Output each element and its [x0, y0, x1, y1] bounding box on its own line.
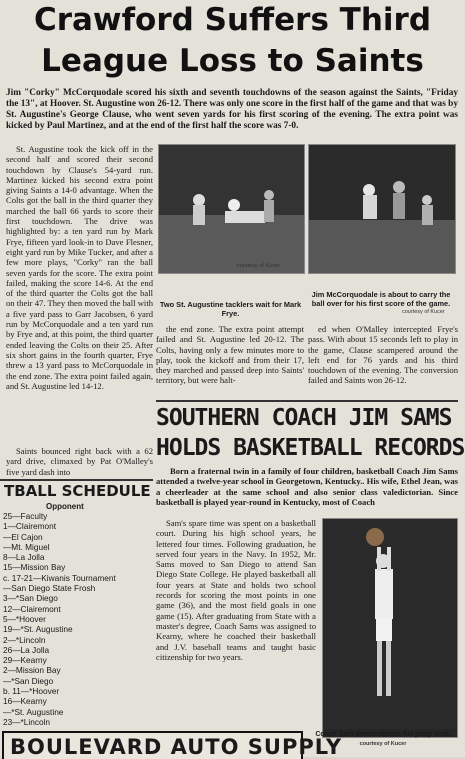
- schedule-divider: [0, 479, 153, 481]
- schedule-item: 2—*Lincoln: [3, 634, 46, 645]
- photo3-courtesy: courtesy of Kucer: [359, 741, 407, 747]
- photo3-caption-text: Coach Sam demonstrates his jump shot.: [315, 731, 451, 738]
- article-column-2: [156, 324, 304, 386]
- schedule-item: —San Diego State Frosh: [3, 583, 96, 594]
- schedule-item: 12—Clairemont: [3, 603, 61, 614]
- schedule-item: 16—Kearny: [3, 696, 47, 707]
- schedule-item: 2—Mission Bay: [3, 665, 61, 676]
- coach-article-column: [156, 518, 316, 662]
- coach-article-lead: Born a fraternal twin in a family of four children, basketball Coach Jim Sams attended a twelve-year school in Georgetown, Kentucky.. His wife, Ethel Jean, was a cheerleader at the same school and also senior class valedictorian. Since basketball is played year-round in Kentucky, most of Coach: [156, 466, 458, 507]
- section-divider: [156, 400, 458, 402]
- schedule-item: —*St. Augustine: [3, 706, 64, 717]
- schedule-item: 3—*San Diego: [3, 593, 58, 604]
- schedule-item: 23—*Lincoln: [3, 716, 51, 727]
- photo2-courtesy: courtesy of Kucer: [402, 309, 445, 315]
- schedule-item: 5—*Hoover: [3, 613, 46, 624]
- photo-tacklers: [158, 144, 305, 274]
- schedule-item: 29—Kearny: [3, 655, 47, 666]
- schedule-subtitle: Opponent: [46, 502, 84, 511]
- advertisement-banner: [2, 731, 343, 759]
- headline-line2: League Loss to Saints: [41, 43, 424, 79]
- schedule-item: 8—La Jolla: [3, 552, 45, 563]
- schedule-list: [3, 511, 153, 727]
- article-column-1-end: [6, 446, 153, 480]
- schedule-item: —Mt. Miguel: [3, 541, 50, 552]
- schedule-item: 26—La Jolla: [3, 644, 50, 655]
- headline-line1: Crawford Suffers Third: [33, 2, 432, 38]
- schedule-item: b. 11—*Hoover: [3, 686, 60, 697]
- article-lead: Jim "Corky" McCorquodale scored his sixth and seventh touchdowns of the season against the Saints, "Friday the 13", at Hoover. St. Augustine won 26-12. There was only one score in the first half of the game and that was by St. Augustine's George Clause, who went seven yards for his first scoring of the evening. The extra point was kicked by Paul Martinez, and at the end of the first half the score was 7-0.: [6, 88, 458, 131]
- coach-article-text: Sam's spare time was spent on a basketball court. During his high school years, he lettered four times. Following graduation, he served four years in the Navy. In 1952, Mr. Sams moved to San Diego to attend San Diego State College. He played basketball all four years at State and holds two school records for scoring the most points in one game (36), and the most field goals in one game (15). After graduating from State with a master's degree, Coach Sams was assigned to Kearny, where he coached their basketball and J.V. baseball teams and taught basic citizenship for two years.: [156, 518, 316, 662]
- column-1-end-text: Saints bounced right back with a 62 yard drive, climaxed by Pat O'Malley's five yard dash into: [6, 446, 153, 477]
- schedule-item: 19—*St. Augustine: [3, 624, 73, 635]
- advertisement-text: BOULEVARD AUTO SUPPLY: [10, 735, 343, 759]
- photo2-caption: Jim McCorquodale is about to carry the ball over for his first score of the game.: [311, 290, 451, 308]
- headline2-line1: SOUTHERN COACH JIM SAMS: [156, 405, 452, 431]
- headline2: [156, 403, 465, 463]
- schedule-item: c. 17-21—Kiwanis Tournament: [3, 572, 116, 583]
- photo-coach-jump-shot: [322, 518, 458, 738]
- football-photos: [156, 144, 456, 322]
- schedule-item: —El Cajon: [3, 531, 43, 542]
- column-3-text: ed when O'Malley intercepted Frye's pass. With about 15 seconds left to play in the game, Clause scampered around the left end for 76 yards and his third touchdown of the evening. The conversion failed and Saints won 26-12.: [308, 324, 458, 386]
- photo1-caption: Two St. Augustine tacklers wait for Mark Frye.: [159, 300, 302, 318]
- article-column-1: [6, 144, 153, 391]
- schedule-item: 1—Clairemont: [3, 521, 57, 532]
- article-column-3: [308, 324, 458, 386]
- schedule-item: 25—Faculty: [3, 511, 48, 521]
- schedule-item: 15—Mission Bay: [3, 562, 66, 573]
- column-2-text: the end zone. The extra point attempt failed and St. Augustine led 20-12. The Colts, having only a few minutes more to play, took the kickoff and from their 17, they marched and passed deep into Saints' territory, but were halt-: [156, 324, 304, 386]
- photo-mccorquodale: [308, 144, 456, 274]
- headline2-line2: HOLDS BASKETBALL RECORDS: [156, 435, 465, 461]
- schedule-item: —*San Diego: [3, 675, 54, 686]
- photo1-courtesy: courtesy of Kucer: [237, 263, 280, 269]
- column-1-text: St. Augustine took the kick off in the second half and scored their second touchdown by Clause's 54-yard run. Martinez kicked his second extra point giving Saints a 14-0 advantage. When the Colts got the ball in the third quarter they marched the ball 66 yards to score their first touchdown. The drive was highlighted by: a ten yard run by Mark Frye, fifteen yard look-in to Dave Flesner, eight yard run by Mike Tucker, and after a few more plays, "Corky" ran the ball seven yards for the score. The extra point failed, making the score 14-6. At the end of the third quarter the Colts got the ball on their 47. They then moved the ball with a five yard pass to Garr Jacobsen, 6 yard run by McCorquodale and a ten yard run by Frye and, at this point, the third quarter ended leaving the Colts on their 25. After six short gains in the fourth quarter, Frye threw a 13 yard pass to McCorquodale in the end zone. The extra point failed again, and St. Augustine led 14-12.: [6, 144, 153, 391]
- schedule-title: TBALL SCHEDULE: [4, 482, 151, 500]
